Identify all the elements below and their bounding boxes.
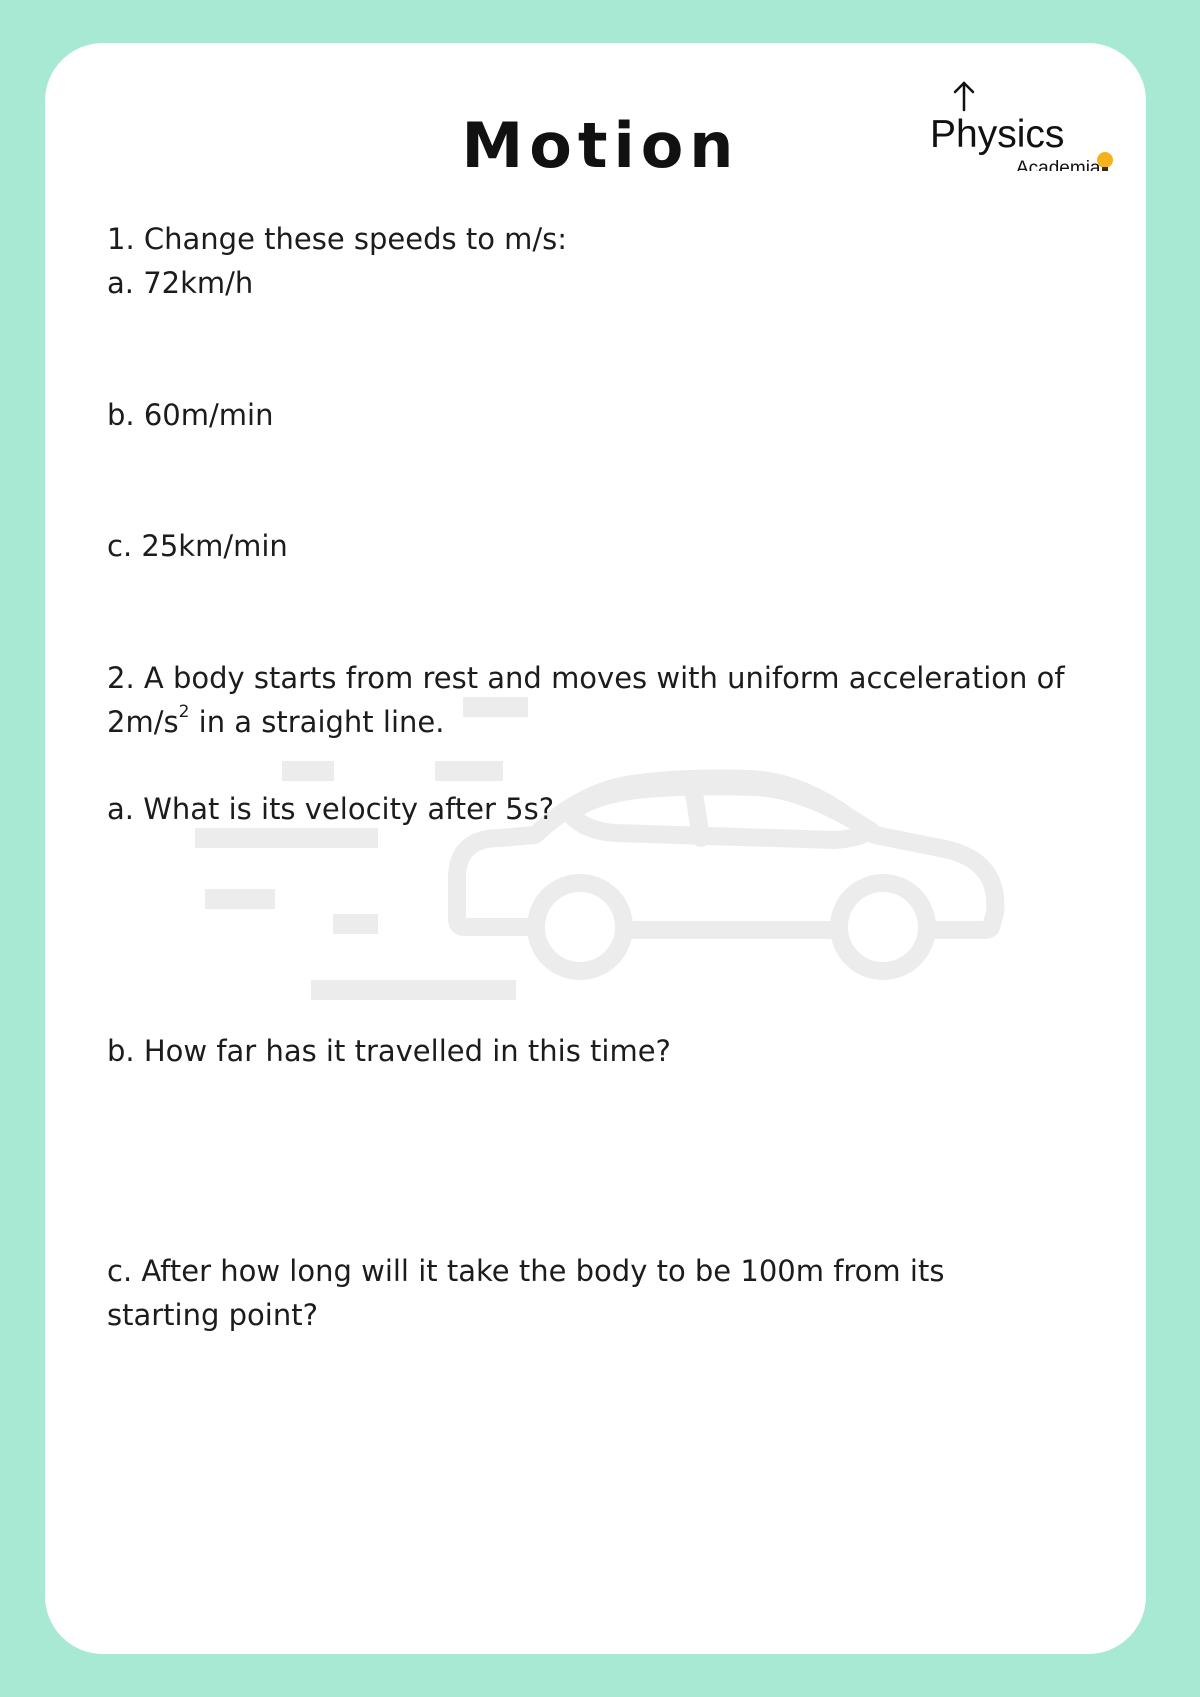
arrow-up-icon [955,83,973,110]
page-title: Motion [461,109,740,182]
logo-name: Physics [930,113,1065,156]
exponent: 2 [178,702,190,723]
question-1c: c. 25km/min [107,529,288,563]
logo [930,61,1130,171]
question-2-prompt-end: in a straight line. [189,705,445,739]
logo-subtitle: Academia [1016,158,1101,171]
question-2c: c. After how long will it take the body to be 100m from its starting point? [107,1254,945,1332]
question-2-prompt [107,656,1097,744]
question-1-prompt: 1. Change these speeds to m/s: [107,222,568,256]
question-1b: b. 60m/min [107,398,274,432]
worksheet-card [45,43,1146,1654]
question-2-prompt-text: 2. A body starts from rest and moves with uniform acceleration of 2m/s [107,661,1065,739]
question-1a: a. 72km/h [107,266,254,300]
question-2a: a. What is its velocity after 5s? [107,792,555,826]
question-2b: b. How far has it travelled in this time? [107,1034,671,1068]
